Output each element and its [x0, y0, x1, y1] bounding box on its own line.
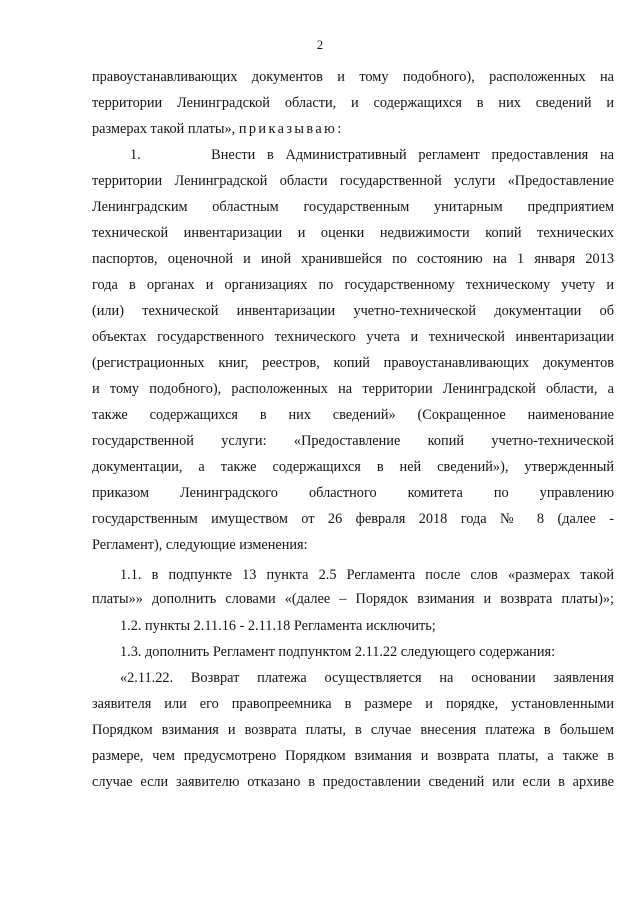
text-line: Порядком взимания и возврата платы, в случае внесения платежа в большем	[92, 722, 614, 738]
text-line	[92, 118, 614, 140]
text-fragment: :	[337, 121, 342, 137]
text-line: платы»» дополнить словами «(далее – Порядок взимания и возврата платы)»;	[92, 591, 614, 607]
text-line: случае если заявителю отказано в предоставлении сведений или если в архиве	[92, 774, 614, 790]
text-line: паспортов, оценочной и иной хранившейся по состоянию на 1 января 2013	[92, 251, 614, 267]
text-line: государственным имуществом от 26 февраля 2018 года № 8 (далее -	[92, 511, 614, 527]
text-line: года в органах и организациях по государственному техническому учету и	[92, 277, 614, 293]
text-line: территории Ленинградской области государственной услуги «Предоставление	[92, 173, 614, 189]
text-line: приказом Ленинградского областного комитета по управлению	[92, 485, 614, 501]
text-line: 1.2. пункты 2.11.16 - 2.11.18 Регламента исключить;	[120, 618, 436, 634]
text-line: правоустанавливающих документов и тому подобного), расположенных на	[92, 69, 614, 85]
text-line: и тому подобного), расположенных на территории Ленинградской области, а	[92, 381, 614, 397]
text-line: документации, а также содержащихся в ней сведений»), утвержденный	[92, 459, 614, 475]
order-word: приказываю	[238, 121, 338, 137]
text-line: (или) технической инвентаризации учетно-технической документации об	[92, 303, 614, 319]
text-line: Ленинградским областным государственным унитарным предприятием	[92, 199, 614, 215]
text-line: государственной услуги: «Предоставление копий учетно-технической	[92, 433, 614, 449]
text-line: технической инвентаризации и оценки недвижимости копий технических	[92, 225, 614, 241]
page-number: 2	[316, 38, 324, 52]
text-fragment: размерах такой платы»,	[92, 121, 239, 137]
text-line: заявителя или его правопреемника в размере и порядке, установленными	[92, 696, 614, 712]
text-line: Регламент), следующие изменения:	[92, 537, 308, 553]
text-line: также содержащихся в них сведений» (Сокращенное наименование	[92, 407, 614, 423]
text-line: 1.3. дополнить Регламент подпунктом 2.11.22 следующего содержания:	[120, 644, 556, 660]
text-line: 1. Внести в Административный регламент предоставления на	[130, 147, 614, 163]
text-line: (регистрационных книг, реестров, копий правоустанавливающих документов	[92, 355, 614, 371]
text-line: размере, чем предусмотрено Порядком взимания и возврата платы, а также в	[92, 748, 614, 764]
text-line: «2.11.22. Возврат платежа осуществляется на основании заявления	[120, 670, 614, 686]
text-line: территории Ленинградской области, и содержащихся в них сведений и	[92, 95, 614, 111]
text-line: объектах государственного технического учета и технической инвентаризации	[92, 329, 614, 345]
text-line: 1.1. в подпункте 13 пункта 2.5 Регламента после слов «размерах такой	[120, 567, 614, 583]
